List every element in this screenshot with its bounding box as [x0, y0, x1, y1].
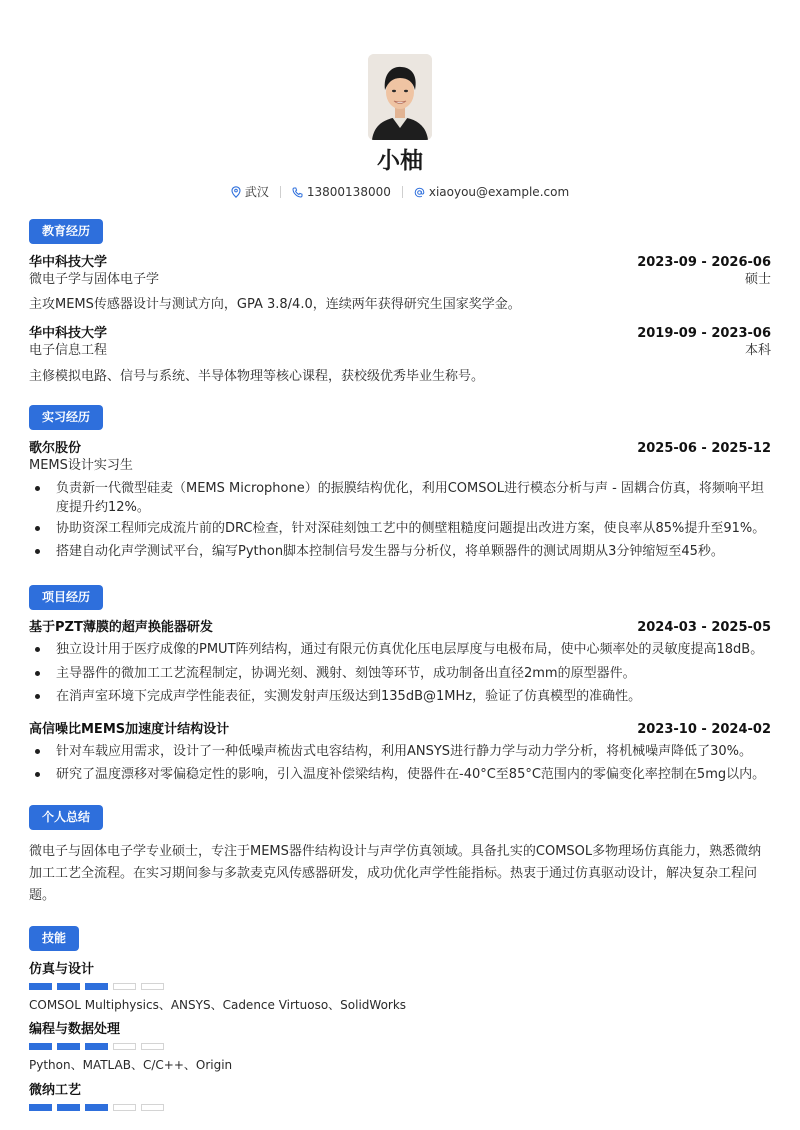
contact-phone[interactable] [292, 183, 391, 201]
at-sign-icon [414, 187, 425, 198]
skill-level-segment-filled [29, 1104, 52, 1111]
skill-level-segment-empty [141, 1043, 164, 1050]
project-bullet: 独立设计用于医疗成像的PMUT阵列结构，通过有限元仿真优化压电层厚度与电极布局，使中心频率处的灵敏度提高18dB。 [56, 640, 771, 659]
skill-level-segment-filled [57, 983, 80, 990]
skill-level-segment-empty [141, 983, 164, 990]
skill-name: 仿真与设计 [29, 962, 95, 977]
project-header [29, 619, 771, 637]
skill-description: COMSOL Multiphysics、ANSYS、Cadence Virtuoso、SolidWorks [29, 998, 407, 1012]
summary-text: 微电子与固体电子学专业硕士，专注于MEMS器件结构设计与声学仿真领域。具备扎实的COMSOL多物理场仿真能力，熟悉微纳加工工艺全流程。在实习期间参与多款麦克风传感器研发，成功优化声学性能指标。热衷于通过仿真驱动设计，解决复杂工程问题。 [29, 844, 762, 903]
major: 电子信息工程 [29, 343, 108, 358]
internship-role: MEMS设计实习生 [29, 458, 133, 473]
avatar-portrait [368, 54, 432, 140]
project-name: 基于PZT薄膜的超声换能器研发 [29, 620, 213, 635]
internship-bullet: 搭建自动化声学测试平台，编写Python脚本控制信号发生器与分析仪，将单颗器件的测试周期从3分钟缩短至45秒。 [56, 542, 771, 561]
map-pin-icon [231, 186, 241, 198]
project-bullet: 研究了温度漂移对零偏稳定性的影响，引入温度补偿梁结构，使器件在-40°C至85°C范围内的零偏变化率控制在5mg以内。 [56, 765, 771, 784]
section-title-summary: 个人总结 [29, 805, 103, 830]
profile-photo [368, 54, 432, 140]
school-name: 华中科技大学 [29, 326, 108, 341]
education-entry-subheader [29, 271, 771, 289]
skill-level-bar [29, 1043, 164, 1050]
education-description: 主攻MEMS传感器设计与测试方向，GPA 3.8/4.0，连续两年获得研究生国家奖学金。 [29, 297, 521, 312]
contact-email[interactable] [414, 183, 569, 201]
contact-divider [280, 186, 281, 198]
skill-level-segment-empty [141, 1104, 164, 1111]
education-entry-subheader [29, 342, 771, 360]
education-dates: 2023-09 - 2026-06 [637, 255, 771, 270]
education-entry-header [29, 254, 771, 272]
contact-bar [0, 183, 800, 201]
email-text: xiaoyou@example.com [428, 185, 570, 199]
skill-level-segment-filled [85, 1043, 108, 1050]
education-dates: 2019-09 - 2023-06 [637, 326, 771, 341]
phone-text: 13800138000 [306, 185, 391, 199]
skill-name: 微纳工艺 [29, 1083, 82, 1098]
project-bullet: 在消声室环境下完成声学性能表征，实测发射声压级达到135dB@1MHz，验证了仿真模型的准确性。 [56, 687, 771, 706]
internship-bullet: 负责新一代微型硅麦（MEMS Microphone）的振膜结构优化，利用COMSOL进行模态分析与声 - 固耦合仿真，将频响平坦度提升约12%。 [56, 479, 771, 517]
skill-level-segment-filled [57, 1104, 80, 1111]
skill-level-segment-filled [57, 1043, 80, 1050]
degree: 硕士 [744, 272, 771, 287]
project-bullet: 针对车载应用需求，设计了一种低噪声梳齿式电容结构，利用ANSYS进行静力学与动力学分析，将机械噪声降低了30%。 [56, 742, 771, 761]
company-name: 歌尔股份 [29, 441, 82, 456]
skill-level-segment-filled [29, 983, 52, 990]
skill-description: Python、MATLAB、C/C++、Origin [29, 1058, 233, 1072]
skill-level-segment-empty [113, 983, 136, 990]
project-name: 高信噪比MEMS加速度计结构设计 [29, 722, 230, 737]
project-dates: 2023-10 - 2024-02 [637, 722, 771, 737]
internship-dates: 2025-06 - 2025-12 [637, 441, 771, 456]
skill-level-segment-filled [85, 983, 108, 990]
skill-level-segment-empty [113, 1043, 136, 1050]
degree: 本科 [744, 343, 771, 358]
contact-divider [402, 186, 403, 198]
project-header [29, 721, 771, 739]
section-title-internship: 实习经历 [29, 405, 103, 430]
education-entry-header [29, 325, 771, 343]
skill-level-segment-empty [113, 1104, 136, 1111]
school-name: 华中科技大学 [29, 255, 108, 270]
skill-level-segment-filled [85, 1104, 108, 1111]
education-description: 主修模拟电路、信号与系统、半导体物理等核心课程，获校级优秀毕业生称号。 [29, 369, 485, 384]
skill-level-segment-filled [29, 1043, 52, 1050]
section-title-education: 教育经历 [29, 219, 103, 244]
skill-name: 编程与数据处理 [29, 1022, 121, 1037]
location-text: 武汉 [244, 185, 269, 199]
project-bullet: 主导器件的微加工工艺流程制定，协调光刻、溅射、刻蚀等环节，成功制备出直径2mm的原型器件。 [56, 664, 771, 683]
internship-bullet: 协助资深工程师完成流片前的DRC检查，针对深硅刻蚀工艺中的侧壁粗糙度问题提出改进方案，使良率从85%提升至91%。 [56, 519, 771, 538]
skill-level-bar [29, 983, 164, 990]
skill-level-bar [29, 1104, 164, 1111]
internship-role-row [29, 457, 771, 475]
section-title-projects: 项目经历 [29, 585, 103, 610]
phone-icon [292, 187, 303, 198]
project-dates: 2024-03 - 2025-05 [637, 620, 771, 635]
section-title-skills: 技能 [29, 926, 79, 951]
major: 微电子学与固体电子学 [29, 272, 160, 287]
internship-header [29, 440, 771, 458]
contact-location [231, 183, 269, 201]
candidate-name: 小柚 [377, 148, 423, 174]
